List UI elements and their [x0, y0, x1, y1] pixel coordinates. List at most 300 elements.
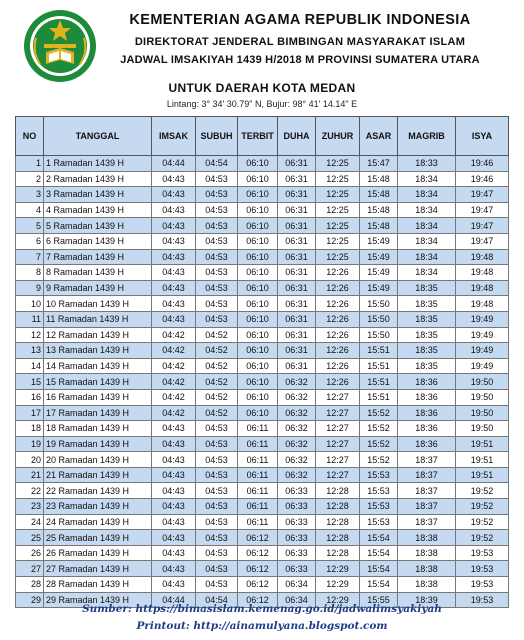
terbit-time: 06:10: [238, 311, 278, 327]
imsak-time: 04:43: [152, 280, 196, 296]
asar-time: 15:52: [360, 436, 398, 452]
terbit-time: 06:10: [238, 202, 278, 218]
coordinates: Lintang: 3° 34' 30.79" N, Bujur: 98° 41' 14.14" E: [166, 99, 358, 109]
zuhur-time: 12:27: [316, 389, 360, 405]
imsak-time: 04:42: [152, 374, 196, 390]
asar-time: 15:48: [360, 171, 398, 187]
duha-time: 06:32: [278, 389, 316, 405]
terbit-time: 06:11: [238, 436, 278, 452]
row-number: 3: [16, 187, 44, 203]
isya-time: 19:53: [456, 577, 509, 593]
duha-time: 06:31: [278, 249, 316, 265]
subuh-time: 04:52: [196, 389, 238, 405]
imsak-time: 04:43: [152, 202, 196, 218]
asar-time: 15:53: [360, 483, 398, 499]
schedule-title: JADWAL IMSAKIYAH 1439 H/2018 M PROVINSI SUMATERA UTARA: [120, 54, 480, 66]
date-cell: 29 Ramadan 1439 H: [44, 592, 152, 608]
terbit-time: 06:11: [238, 421, 278, 437]
magrib-time: 18:35: [398, 327, 456, 343]
table-row: [16, 421, 509, 437]
magrib-time: 18:34: [398, 218, 456, 234]
isya-time: 19:47: [456, 202, 509, 218]
row-number: 18: [16, 421, 44, 437]
date-cell: 15 Ramadan 1439 H: [44, 374, 152, 390]
asar-time: 15:54: [360, 577, 398, 593]
asar-time: 15:49: [360, 249, 398, 265]
row-number: 7: [16, 249, 44, 265]
magrib-time: 18:36: [398, 374, 456, 390]
zuhur-time: 12:26: [316, 327, 360, 343]
subuh-time: 04:53: [196, 436, 238, 452]
table-row: [16, 171, 509, 187]
asar-time: 15:54: [360, 545, 398, 561]
terbit-time: 06:10: [238, 389, 278, 405]
column-header: TERBIT: [238, 117, 278, 156]
imsak-time: 04:44: [152, 156, 196, 172]
isya-time: 19:52: [456, 514, 509, 530]
magrib-time: 18:37: [398, 514, 456, 530]
subuh-time: 04:53: [196, 421, 238, 437]
row-number: 17: [16, 405, 44, 421]
row-number: 10: [16, 296, 44, 312]
zuhur-time: 12:25: [316, 171, 360, 187]
duha-time: 06:31: [278, 171, 316, 187]
zuhur-time: 12:26: [316, 265, 360, 281]
isya-time: 19:48: [456, 280, 509, 296]
column-header: ISYA: [456, 117, 509, 156]
zuhur-time: 12:26: [316, 311, 360, 327]
duha-time: 06:32: [278, 467, 316, 483]
isya-time: 19:51: [456, 467, 509, 483]
imsak-time: 04:42: [152, 343, 196, 359]
duha-time: 06:33: [278, 545, 316, 561]
terbit-time: 06:12: [238, 530, 278, 546]
date-cell: 5 Ramadan 1439 H: [44, 218, 152, 234]
zuhur-time: 12:28: [316, 483, 360, 499]
imsak-time: 04:43: [152, 545, 196, 561]
terbit-time: 06:10: [238, 265, 278, 281]
imsak-time: 04:43: [152, 499, 196, 515]
terbit-time: 06:10: [238, 327, 278, 343]
table-row: [16, 296, 509, 312]
subuh-time: 04:53: [196, 311, 238, 327]
row-number: 23: [16, 499, 44, 515]
imsak-time: 04:43: [152, 577, 196, 593]
imsak-time: 04:43: [152, 265, 196, 281]
isya-time: 19:53: [456, 592, 509, 608]
imsak-time: 04:43: [152, 296, 196, 312]
duha-time: 06:33: [278, 483, 316, 499]
isya-time: 19:48: [456, 249, 509, 265]
zuhur-time: 12:26: [316, 374, 360, 390]
isya-time: 19:49: [456, 311, 509, 327]
terbit-time: 06:10: [238, 374, 278, 390]
date-cell: 27 Ramadan 1439 H: [44, 561, 152, 577]
zuhur-time: 12:25: [316, 156, 360, 172]
asar-time: 15:52: [360, 421, 398, 437]
isya-time: 19:49: [456, 343, 509, 359]
date-cell: 14 Ramadan 1439 H: [44, 358, 152, 374]
magrib-time: 18:35: [398, 280, 456, 296]
table-row: [16, 514, 509, 530]
imsak-time: 04:44: [152, 592, 196, 608]
document-header: [0, 0, 524, 118]
asar-time: 15:54: [360, 561, 398, 577]
isya-time: 19:49: [456, 327, 509, 343]
duha-time: 06:31: [278, 265, 316, 281]
asar-time: 15:48: [360, 202, 398, 218]
date-cell: 8 Ramadan 1439 H: [44, 265, 152, 281]
table-row: [16, 577, 509, 593]
isya-time: 19:50: [456, 374, 509, 390]
isya-time: 19:50: [456, 405, 509, 421]
isya-time: 19:47: [456, 218, 509, 234]
terbit-time: 06:10: [238, 233, 278, 249]
subuh-time: 04:52: [196, 405, 238, 421]
zuhur-time: 12:25: [316, 202, 360, 218]
row-number: 1: [16, 156, 44, 172]
zuhur-time: 12:29: [316, 561, 360, 577]
subuh-time: 04:53: [196, 202, 238, 218]
terbit-time: 06:10: [238, 187, 278, 203]
row-number: 19: [16, 436, 44, 452]
ministry-logo-icon: [22, 8, 98, 84]
row-number: 2: [16, 171, 44, 187]
subuh-time: 04:53: [196, 467, 238, 483]
table-row: [16, 530, 509, 546]
terbit-time: 06:10: [238, 156, 278, 172]
row-number: 15: [16, 374, 44, 390]
date-cell: 6 Ramadan 1439 H: [44, 233, 152, 249]
row-number: 16: [16, 389, 44, 405]
asar-time: 15:49: [360, 280, 398, 296]
subuh-time: 04:54: [196, 156, 238, 172]
duha-time: 06:33: [278, 530, 316, 546]
magrib-time: 18:37: [398, 483, 456, 499]
duha-time: 06:31: [278, 280, 316, 296]
column-header: ZUHUR: [316, 117, 360, 156]
imsak-time: 04:42: [152, 405, 196, 421]
subuh-time: 04:53: [196, 265, 238, 281]
date-cell: 17 Ramadan 1439 H: [44, 405, 152, 421]
isya-time: 19:46: [456, 156, 509, 172]
terbit-time: 06:10: [238, 296, 278, 312]
terbit-time: 06:10: [238, 218, 278, 234]
subuh-time: 04:53: [196, 218, 238, 234]
table-header-row: [16, 117, 509, 156]
row-number: 21: [16, 467, 44, 483]
subuh-time: 04:53: [196, 187, 238, 203]
zuhur-time: 12:25: [316, 249, 360, 265]
duha-time: 06:34: [278, 592, 316, 608]
asar-time: 15:54: [360, 530, 398, 546]
table-row: [16, 156, 509, 172]
zuhur-time: 12:26: [316, 280, 360, 296]
table-row: [16, 265, 509, 281]
duha-time: 06:31: [278, 343, 316, 359]
isya-time: 19:49: [456, 358, 509, 374]
table-row: [16, 218, 509, 234]
terbit-time: 06:11: [238, 499, 278, 515]
subuh-time: 04:53: [196, 452, 238, 468]
magrib-time: 18:35: [398, 358, 456, 374]
isya-time: 19:48: [456, 296, 509, 312]
table-row: [16, 202, 509, 218]
duha-time: 06:33: [278, 514, 316, 530]
subuh-time: 04:53: [196, 483, 238, 499]
zuhur-time: 12:27: [316, 436, 360, 452]
duha-time: 06:34: [278, 577, 316, 593]
magrib-time: 18:34: [398, 171, 456, 187]
magrib-time: 18:35: [398, 296, 456, 312]
row-number: 20: [16, 452, 44, 468]
zuhur-time: 12:27: [316, 467, 360, 483]
row-number: 29: [16, 592, 44, 608]
asar-time: 15:52: [360, 452, 398, 468]
table-row: [16, 545, 509, 561]
table-row: [16, 499, 509, 515]
imsak-time: 04:43: [152, 436, 196, 452]
duha-time: 06:32: [278, 452, 316, 468]
table-row: [16, 343, 509, 359]
date-cell: 26 Ramadan 1439 H: [44, 545, 152, 561]
subuh-time: 04:53: [196, 280, 238, 296]
row-number: 25: [16, 530, 44, 546]
table-row: [16, 561, 509, 577]
terbit-time: 06:12: [238, 577, 278, 593]
table-row: [16, 389, 509, 405]
magrib-time: 18:38: [398, 530, 456, 546]
subuh-time: 04:53: [196, 530, 238, 546]
column-header: MAGRIB: [398, 117, 456, 156]
imsak-time: 04:43: [152, 530, 196, 546]
imsak-time: 04:43: [152, 452, 196, 468]
zuhur-time: 12:26: [316, 358, 360, 374]
asar-time: 15:55: [360, 592, 398, 608]
date-cell: 22 Ramadan 1439 H: [44, 483, 152, 499]
zuhur-time: 12:26: [316, 343, 360, 359]
date-cell: 28 Ramadan 1439 H: [44, 577, 152, 593]
asar-time: 15:51: [360, 374, 398, 390]
zuhur-time: 12:28: [316, 545, 360, 561]
subuh-time: 04:52: [196, 358, 238, 374]
duha-time: 06:32: [278, 374, 316, 390]
imsak-time: 04:43: [152, 421, 196, 437]
subuh-time: 04:53: [196, 249, 238, 265]
duha-time: 06:33: [278, 561, 316, 577]
magrib-time: 18:35: [398, 311, 456, 327]
subuh-time: 04:53: [196, 577, 238, 593]
terbit-time: 06:10: [238, 358, 278, 374]
imsak-time: 04:42: [152, 358, 196, 374]
isya-time: 19:51: [456, 436, 509, 452]
table-row: [16, 233, 509, 249]
isya-time: 19:53: [456, 561, 509, 577]
table-row: [16, 405, 509, 421]
duha-time: 06:31: [278, 202, 316, 218]
terbit-time: 06:10: [238, 405, 278, 421]
ministry-title: KEMENTERIAN AGAMA REPUBLIK INDONESIA: [129, 12, 471, 28]
date-cell: 25 Ramadan 1439 H: [44, 530, 152, 546]
row-number: 6: [16, 233, 44, 249]
table-row: [16, 249, 509, 265]
terbit-time: 06:10: [238, 249, 278, 265]
zuhur-time: 12:25: [316, 218, 360, 234]
zuhur-time: 12:29: [316, 592, 360, 608]
asar-time: 15:51: [360, 358, 398, 374]
subuh-time: 04:52: [196, 343, 238, 359]
imsak-time: 04:42: [152, 327, 196, 343]
imsak-time: 04:43: [152, 187, 196, 203]
isya-time: 19:47: [456, 187, 509, 203]
asar-time: 15:49: [360, 233, 398, 249]
isya-time: 19:48: [456, 265, 509, 281]
duha-time: 06:31: [278, 296, 316, 312]
terbit-time: 06:12: [238, 545, 278, 561]
table-row: [16, 436, 509, 452]
table-row: [16, 358, 509, 374]
date-cell: 13 Ramadan 1439 H: [44, 343, 152, 359]
subuh-time: 04:53: [196, 561, 238, 577]
duha-time: 06:32: [278, 405, 316, 421]
subuh-time: 04:53: [196, 296, 238, 312]
magrib-time: 18:34: [398, 265, 456, 281]
terbit-time: 06:11: [238, 483, 278, 499]
region-title: UNTUK DAERAH KOTA MEDAN: [168, 81, 356, 95]
duha-time: 06:32: [278, 421, 316, 437]
terbit-time: 06:10: [238, 280, 278, 296]
table-row: [16, 374, 509, 390]
asar-time: 15:50: [360, 327, 398, 343]
magrib-time: 18:36: [398, 389, 456, 405]
zuhur-time: 12:28: [316, 499, 360, 515]
magrib-time: 18:33: [398, 156, 456, 172]
zuhur-time: 12:25: [316, 187, 360, 203]
row-number: 12: [16, 327, 44, 343]
isya-time: 19:52: [456, 483, 509, 499]
row-number: 28: [16, 577, 44, 593]
column-header: SUBUH: [196, 117, 238, 156]
table-row: [16, 280, 509, 296]
magrib-time: 18:39: [398, 592, 456, 608]
imsak-time: 04:42: [152, 389, 196, 405]
subuh-time: 04:54: [196, 592, 238, 608]
magrib-time: 18:37: [398, 499, 456, 515]
row-number: 5: [16, 218, 44, 234]
magrib-time: 18:38: [398, 561, 456, 577]
row-number: 13: [16, 343, 44, 359]
date-cell: 2 Ramadan 1439 H: [44, 171, 152, 187]
date-cell: 20 Ramadan 1439 H: [44, 452, 152, 468]
magrib-time: 18:35: [398, 343, 456, 359]
imsakiyah-table: [15, 116, 509, 608]
isya-time: 19:51: [456, 452, 509, 468]
zuhur-time: 12:27: [316, 405, 360, 421]
date-cell: 7 Ramadan 1439 H: [44, 249, 152, 265]
date-cell: 11 Ramadan 1439 H: [44, 311, 152, 327]
duha-time: 06:31: [278, 327, 316, 343]
imsak-time: 04:43: [152, 311, 196, 327]
asar-time: 15:53: [360, 514, 398, 530]
terbit-time: 06:10: [238, 171, 278, 187]
row-number: 4: [16, 202, 44, 218]
row-number: 9: [16, 280, 44, 296]
date-cell: 21 Ramadan 1439 H: [44, 467, 152, 483]
asar-time: 15:50: [360, 296, 398, 312]
imsak-time: 04:43: [152, 218, 196, 234]
source-note: Sumber: https://bimasislam.kemenag.go.id/jadwalimsyakiyah: [82, 603, 442, 615]
terbit-time: 06:12: [238, 592, 278, 608]
date-cell: 9 Ramadan 1439 H: [44, 280, 152, 296]
imsak-time: 04:43: [152, 483, 196, 499]
magrib-time: 18:38: [398, 545, 456, 561]
zuhur-time: 12:26: [316, 296, 360, 312]
column-header: DUHA: [278, 117, 316, 156]
table-row: [16, 452, 509, 468]
terbit-time: 06:11: [238, 467, 278, 483]
column-header: TANGGAL: [44, 117, 152, 156]
imsak-time: 04:43: [152, 249, 196, 265]
duha-time: 06:31: [278, 233, 316, 249]
asar-time: 15:47: [360, 156, 398, 172]
column-header: IMSAK: [152, 117, 196, 156]
date-cell: 10 Ramadan 1439 H: [44, 296, 152, 312]
asar-time: 15:50: [360, 311, 398, 327]
asar-time: 15:49: [360, 265, 398, 281]
isya-time: 19:52: [456, 499, 509, 515]
row-number: 24: [16, 514, 44, 530]
directorate-title: DIREKTORAT JENDERAL BIMBINGAN MASYARAKAT ISLAM: [134, 36, 466, 48]
row-number: 27: [16, 561, 44, 577]
zuhur-time: 12:28: [316, 514, 360, 530]
date-cell: 4 Ramadan 1439 H: [44, 202, 152, 218]
terbit-time: 06:11: [238, 452, 278, 468]
table-row: [16, 467, 509, 483]
asar-time: 15:51: [360, 343, 398, 359]
duha-time: 06:31: [278, 311, 316, 327]
magrib-time: 18:34: [398, 249, 456, 265]
asar-time: 15:51: [360, 389, 398, 405]
asar-time: 15:48: [360, 218, 398, 234]
table-row: [16, 483, 509, 499]
isya-time: 19:46: [456, 171, 509, 187]
magrib-time: 18:37: [398, 452, 456, 468]
row-number: 26: [16, 545, 44, 561]
column-header: NO: [16, 117, 44, 156]
magrib-time: 18:34: [398, 187, 456, 203]
date-cell: 12 Ramadan 1439 H: [44, 327, 152, 343]
asar-time: 15:53: [360, 467, 398, 483]
terbit-time: 06:11: [238, 514, 278, 530]
subuh-time: 04:52: [196, 374, 238, 390]
magrib-time: 18:34: [398, 202, 456, 218]
zuhur-time: 12:25: [316, 233, 360, 249]
imsak-time: 04:43: [152, 233, 196, 249]
isya-time: 19:53: [456, 545, 509, 561]
magrib-time: 18:36: [398, 436, 456, 452]
isya-time: 19:52: [456, 530, 509, 546]
date-cell: 16 Ramadan 1439 H: [44, 389, 152, 405]
date-cell: 3 Ramadan 1439 H: [44, 187, 152, 203]
date-cell: 24 Ramadan 1439 H: [44, 514, 152, 530]
magrib-time: 18:36: [398, 405, 456, 421]
table-row: [16, 327, 509, 343]
isya-time: 19:47: [456, 233, 509, 249]
row-number: 14: [16, 358, 44, 374]
row-number: 22: [16, 483, 44, 499]
magrib-time: 18:38: [398, 577, 456, 593]
row-number: 11: [16, 311, 44, 327]
